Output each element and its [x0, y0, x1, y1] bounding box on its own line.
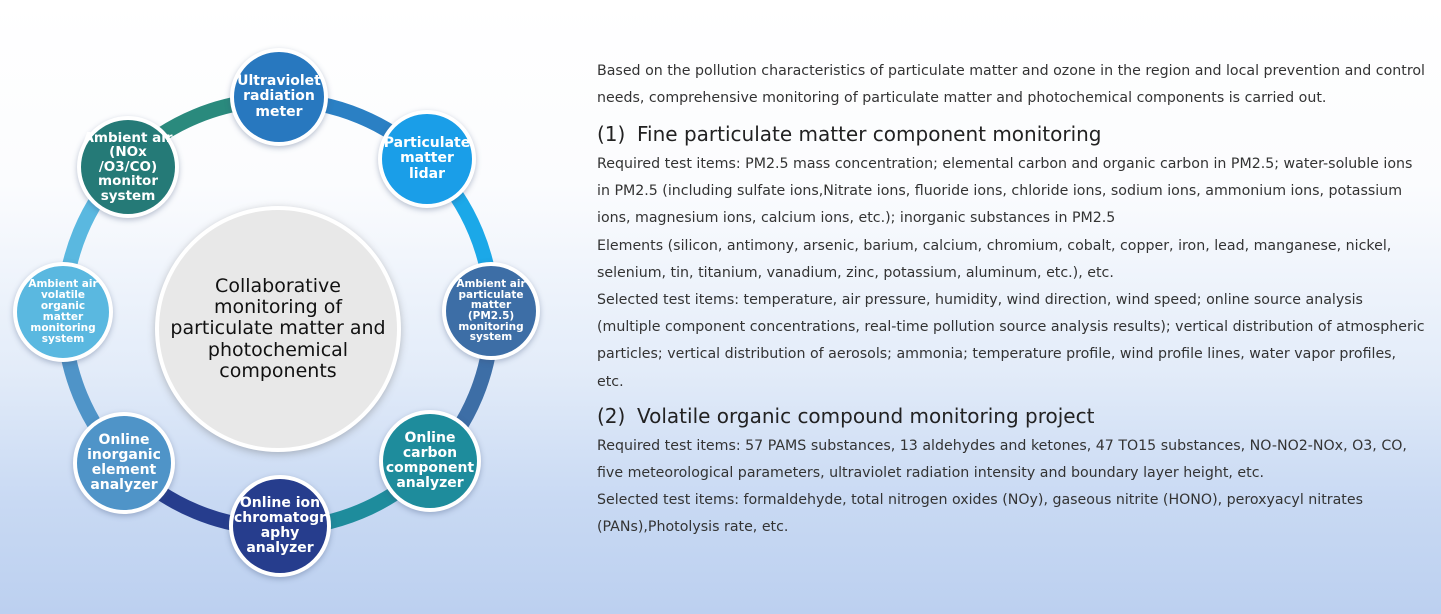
node-line: monitoring: [30, 321, 96, 334]
node-line: element: [91, 462, 157, 478]
node-line: carbon: [402, 444, 458, 461]
node-line: matter lidar: [400, 150, 454, 182]
node-line: matter (PM2.5): [467, 299, 515, 322]
section-2-body: [597, 433, 1427, 542]
node-line: chromatogr: [233, 509, 327, 526]
node-online-ion-chromatography-analyzer[interactable]: [229, 475, 331, 577]
node-nox-o3-co-monitor-system[interactable]: [77, 116, 179, 218]
node-online-carbon-component-analyzer[interactable]: [379, 410, 481, 512]
node-line: analyzer: [246, 540, 314, 557]
node-voc-monitoring-system[interactable]: [13, 262, 113, 362]
node-line: matter: [42, 311, 84, 323]
node-line: organic: [40, 300, 86, 313]
node-line: volatile: [40, 289, 86, 302]
node-line: component: [385, 460, 475, 476]
section-paragraph: Selected test items: temperature, air pressure, humidity, wind direction, wind speed; online source analysis (multiple component concentrations, real-time pollution source analysis results); vertical distribution of atmospheric particles; vertical distribution of aerosols; ammonia; temperature profile, wind profile lines, water vapor profiles, etc.: [597, 292, 1425, 390]
node-line: Online ion: [239, 494, 321, 511]
section-1-heading: [597, 122, 1427, 146]
node-line: Online: [404, 429, 456, 446]
node-line: system: [469, 331, 513, 344]
node-line: analyzer: [90, 477, 158, 494]
node-pm25-monitoring-system[interactable]: [442, 262, 540, 360]
node-line: monitor: [98, 173, 158, 190]
node-line: Particulate: [383, 135, 471, 152]
section-number: (1): [597, 122, 626, 146]
section-title: Fine particulate matter component monitoring: [637, 122, 1102, 146]
section-paragraph: Required test items: 57 PAMS substances, 13 aldehydes and ketones, 47 TO15 substances, NO-NO2-NOx, O3, CO, five meteorological parameters, ultraviolet radiation intensity and boundary layer height, etc.: [597, 437, 1407, 482]
node-particulate-matter-lidar[interactable]: [378, 110, 476, 208]
node-ultraviolet-radiation-meter[interactable]: [230, 48, 328, 146]
node-line: inorganic: [87, 446, 161, 463]
section-2-heading: [597, 404, 1427, 428]
node-line: Ambient air: [456, 277, 526, 290]
node-online-inorganic-element-analyzer[interactable]: [73, 412, 175, 514]
section-1-body: [597, 151, 1427, 396]
node-line: Online: [98, 431, 150, 448]
section-paragraph: Elements (silicon, antimony, arsenic, barium, calcium, chromium, cobalt, copper, iron, lead, manganese, nickel, selenium, tin, titanium, vanadium, zinc, potassium, aluminum, etc.), etc.: [597, 237, 1392, 281]
node-line: radiation: [243, 88, 315, 105]
node-line: analyzer: [396, 475, 464, 492]
description-panel: [597, 58, 1427, 550]
center-label: Collaborative monitoring of particulate matter and photochemical components: [170, 274, 386, 382]
node-line: Ambient air: [83, 129, 173, 146]
node-line: aphy: [260, 525, 300, 541]
center-hub: [155, 206, 401, 452]
intro-paragraph: Based on the pollution characteristics of particulate matter and ozone in the region and local prevention and control needs, comprehensive monitoring of particulate matter and photochemical components is carried out.: [597, 63, 1425, 106]
monitoring-diagram: [0, 0, 580, 614]
node-line: system: [100, 187, 156, 204]
node-line: system: [41, 332, 85, 345]
node-line: meter: [255, 103, 303, 120]
node-line: particulate: [458, 288, 524, 301]
node-line: monitoring: [458, 320, 524, 333]
node-line: Ultraviolet: [237, 73, 321, 90]
section-paragraph: Selected test items: formaldehyde, total nitrogen oxides (NOy), gaseous nitrite (HONO), peroxyacyl nitrates (PANs),Photolysis rate, etc.: [597, 492, 1363, 536]
section-title: Volatile organic compound monitoring project: [637, 403, 1095, 428]
section-paragraph: Required test items: PM2.5 mass concentration; elemental carbon and organic carbon in PM2.5; water-soluble ions in PM2.5 (including sulfate ions,Nitrate ions, fluoride ions, chloride ions, sodium ions, ammonium ions, potassium ions, magnesium ions, calcium ions, etc.); inorganic substances in PM2.5: [597, 156, 1413, 227]
node-line: Ambient air: [28, 278, 98, 291]
node-line: (NOx /O3/CO): [98, 144, 158, 175]
section-number: (2): [597, 403, 626, 428]
